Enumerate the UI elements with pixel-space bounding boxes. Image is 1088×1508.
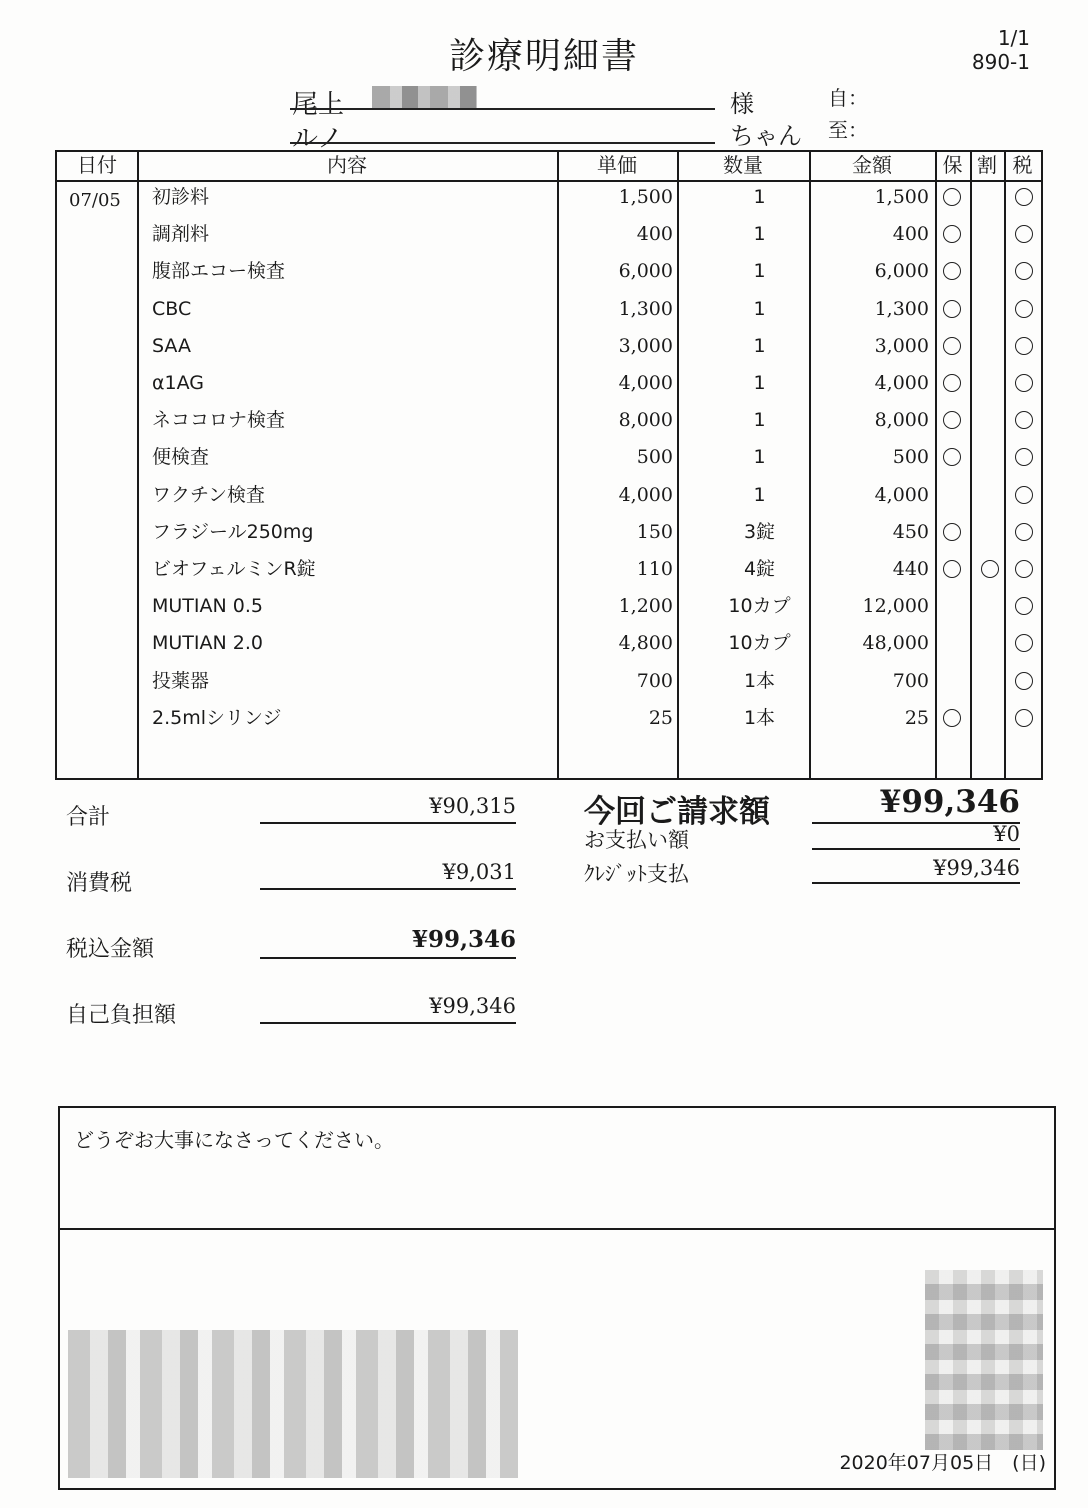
quantity: 1 <box>753 372 766 394</box>
table-row <box>57 223 1041 260</box>
pet-underline <box>290 142 715 144</box>
header-amount: 金額 <box>852 153 892 177</box>
unit-price: 500 <box>636 446 673 469</box>
table-row <box>57 409 1041 446</box>
item-name: MUTIAN 2.0 <box>152 632 263 655</box>
discount-mark <box>981 560 999 578</box>
insurance-mark <box>943 300 961 318</box>
insurance-mark <box>943 374 961 392</box>
quantity: 10カプ <box>728 632 791 655</box>
unit-price: 110 <box>636 558 673 580</box>
owner-underline <box>290 108 715 110</box>
tax-mark <box>1015 486 1033 504</box>
unit-price: 4,800 <box>618 632 673 655</box>
unit-price: 4,000 <box>618 372 673 394</box>
redacted-clinic-stamp <box>925 1270 1043 1450</box>
line-amount: 25 <box>904 706 929 729</box>
tax-mark <box>1015 597 1033 615</box>
tax-mark <box>1015 634 1033 652</box>
quantity: 1 <box>753 446 766 469</box>
pet-name: ルノ <box>292 124 343 154</box>
item-name: 2.5mlシリンジ <box>152 706 282 729</box>
unit-price: 4,000 <box>618 483 673 506</box>
tax-mark <box>1015 188 1033 206</box>
quantity: 10カプ <box>728 595 791 618</box>
page-info <box>972 26 1030 74</box>
insurance-mark <box>943 188 961 206</box>
unit-price: 3,000 <box>618 334 673 357</box>
header-tax: 税 <box>1012 153 1033 177</box>
visit-date: 07/05 <box>69 190 121 211</box>
insurance-mark <box>943 709 961 727</box>
quantity: 1 <box>753 186 766 208</box>
insurance-mark <box>943 262 961 280</box>
item-name: 初診料 <box>152 186 210 208</box>
header-item: 内容 <box>327 153 367 177</box>
item-name: ネココロナ検査 <box>152 409 286 432</box>
table-row <box>57 186 1041 223</box>
line-amount: 1,300 <box>874 297 929 320</box>
tax-mark <box>1015 672 1033 690</box>
item-name: 投薬器 <box>152 669 210 692</box>
owner-honorific: 様 <box>730 90 754 118</box>
line-amount: 3,000 <box>874 334 929 357</box>
quantity: 1本 <box>743 706 776 729</box>
closing-message: どうぞお大事になさってください。 <box>74 1128 394 1152</box>
table-row <box>57 484 1041 521</box>
unit-price: 1,300 <box>618 297 673 320</box>
tax-mark <box>1015 337 1033 355</box>
line-amount: 500 <box>892 446 929 469</box>
line-amount: 8,000 <box>874 409 929 432</box>
unit-price: 8,000 <box>618 409 673 432</box>
table-row <box>57 298 1041 335</box>
pet-honorific: ちゃん <box>730 122 802 150</box>
credit-label: ｸﾚｼﾞｯﾄ支払 <box>584 862 689 886</box>
self-pay-label: 自己負担額 <box>66 1003 177 1028</box>
item-name: ビオフェルミンR錠 <box>152 558 316 580</box>
redacted-owner-given-name <box>372 86 477 110</box>
table-row <box>57 521 1041 558</box>
item-name: 調剤料 <box>152 223 210 246</box>
header-insurance: 保 <box>942 153 963 177</box>
line-amount: 700 <box>892 669 929 692</box>
unit-price: 25 <box>648 706 673 729</box>
table-row <box>57 558 1041 595</box>
unit-price: 1,200 <box>618 595 673 618</box>
item-name: フラジール250mg <box>152 520 314 543</box>
line-amount: 6,000 <box>874 260 929 283</box>
line-amount: 450 <box>892 520 929 543</box>
table-row <box>57 707 1041 744</box>
period-from-label: 自： <box>828 86 868 110</box>
insurance-mark <box>943 560 961 578</box>
item-name: MUTIAN 0.5 <box>152 595 263 618</box>
tax-mark <box>1015 560 1033 578</box>
message-divider <box>60 1228 1054 1230</box>
header-divider <box>57 180 1041 182</box>
paid-amount: ¥0 <box>812 822 1020 850</box>
quantity: 1 <box>753 334 766 357</box>
tax-mark <box>1015 225 1033 243</box>
item-name: SAA <box>152 334 191 357</box>
item-name: 腹部エコー検査 <box>152 260 286 283</box>
insurance-mark <box>943 448 961 466</box>
item-name: CBC <box>152 297 192 320</box>
header-price: 単価 <box>597 153 637 177</box>
line-amount: 48,000 <box>862 632 929 655</box>
total-value: ¥99,346 <box>260 926 516 959</box>
table-row <box>57 335 1041 372</box>
quantity: 1本 <box>743 669 776 692</box>
tax-mark <box>1015 262 1033 280</box>
quantity: 1 <box>753 223 766 246</box>
document-number: 890-1 <box>971 50 1030 74</box>
line-amount: 440 <box>892 558 929 580</box>
insurance-mark <box>943 523 961 541</box>
page-number: 1/1 <box>997 26 1030 50</box>
tax-label: 消費税 <box>66 871 133 896</box>
quantity: 1 <box>753 260 766 283</box>
unit-price: 1,500 <box>618 186 673 208</box>
itemized-table <box>55 150 1043 780</box>
redacted-clinic-info <box>68 1330 518 1478</box>
table-row <box>57 670 1041 707</box>
item-name: 便検査 <box>152 446 210 469</box>
table-row <box>57 372 1041 409</box>
line-amount: 4,000 <box>874 372 929 394</box>
insurance-mark <box>943 337 961 355</box>
tax-mark <box>1015 523 1033 541</box>
tax-mark <box>1015 411 1033 429</box>
unit-price: 150 <box>636 520 673 543</box>
total-label: 税込金額 <box>66 937 155 962</box>
owner-surname: 尾上 <box>292 90 345 120</box>
quantity: 3錠 <box>743 520 776 543</box>
tax-mark <box>1015 300 1033 318</box>
bill-amount: ¥99,346 <box>812 784 1020 824</box>
quantity: 1 <box>753 483 766 506</box>
header-discount: 割 <box>977 153 997 177</box>
quantity: 4錠 <box>743 558 776 580</box>
quantity: 1 <box>753 409 766 432</box>
item-name: α1AG <box>152 372 204 394</box>
line-amount: 1,500 <box>874 186 929 208</box>
unit-price: 400 <box>636 223 673 246</box>
unit-price: 6,000 <box>618 260 673 283</box>
quantity: 1 <box>753 297 766 320</box>
subtotal-label: 合計 <box>66 805 111 830</box>
subtotal-value: ¥90,315 <box>260 794 516 824</box>
issue-date: 2020年07月05日 (日) <box>839 1452 1046 1474</box>
header-date: 日付 <box>77 153 117 177</box>
tax-mark <box>1015 709 1033 727</box>
paid-label: お支払い額 <box>584 828 689 852</box>
line-amount: 12,000 <box>862 595 929 618</box>
bill-label: 今回ご請求額 <box>584 794 770 830</box>
tax-mark <box>1015 448 1033 466</box>
unit-price: 700 <box>636 669 673 692</box>
self-pay-value: ¥99,346 <box>260 994 516 1024</box>
line-amount: 400 <box>892 223 929 246</box>
tax-mark <box>1015 374 1033 392</box>
credit-amount: ¥99,346 <box>812 856 1020 884</box>
table-row <box>57 260 1041 297</box>
line-amount: 4,000 <box>874 483 929 506</box>
tax-value: ¥9,031 <box>260 860 516 890</box>
table-row <box>57 632 1041 669</box>
period-to-label: 至： <box>828 118 868 142</box>
document-title: 診療明細書 <box>448 36 639 77</box>
insurance-mark <box>943 411 961 429</box>
table-row <box>57 446 1041 483</box>
insurance-mark <box>943 225 961 243</box>
item-name: ワクチン検査 <box>152 483 266 506</box>
table-row <box>57 595 1041 632</box>
header-qty: 数量 <box>723 153 763 177</box>
